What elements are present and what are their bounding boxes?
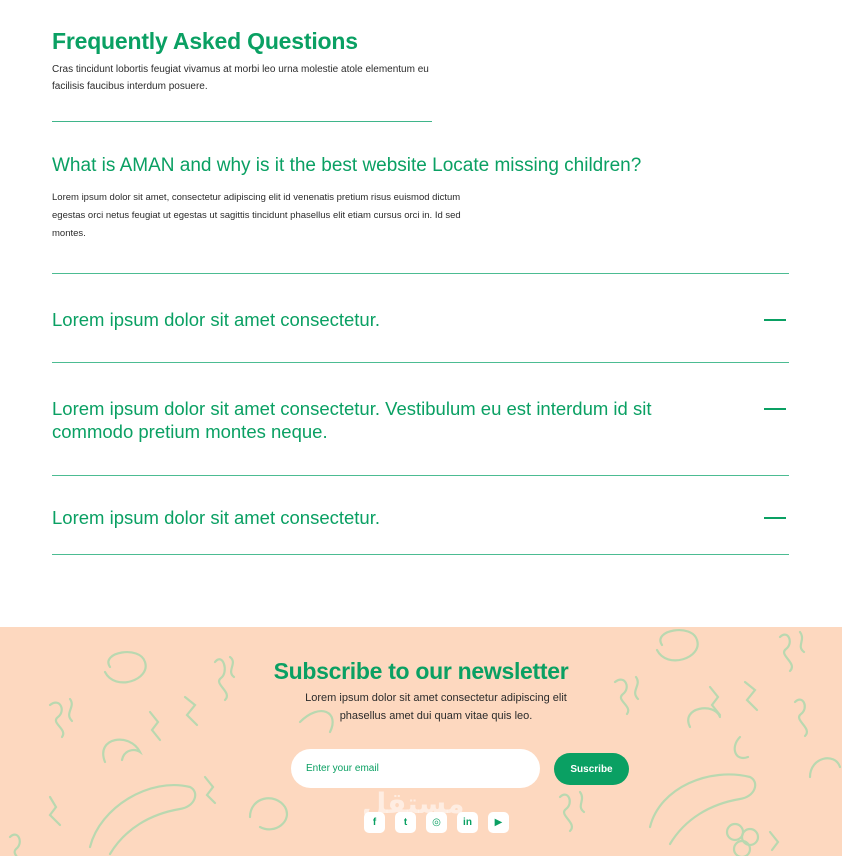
email-input[interactable] [291,749,540,788]
collapse-icon[interactable] [764,319,786,321]
newsletter-section [0,627,842,856]
faq-title-divider [52,121,432,122]
facebook-icon[interactable]: f [364,812,385,833]
faq-divider [52,554,789,555]
newsletter-title: Subscribe to our newsletter [273,658,569,684]
youtube-icon[interactable]: ▶ [488,812,509,833]
watermark-logo: مستقل [362,788,465,819]
newsletter-description: Lorem ipsum dolor sit amet consectetur adipiscing elit phasellus amet dui quam vitae quis leo. [305,692,567,722]
faq-item-question: Lorem ipsum dolor sit amet consectetur. [52,507,381,528]
faq-divider [52,273,789,274]
subscribe-button[interactable]: Suscribe [554,753,629,785]
faq-open-answer: Lorem ipsum dolor sit amet, consectetur adipiscing elit id venenatis pretium risus euismod dictum egestas orci netus feugiat ut egestas ut sagittis tincidunt phasellus elit etiam cursus orci in. Id sed montes. [52,192,461,239]
faq-item-question: Lorem ipsum dolor sit amet consectetur. Vestibulum eu est interdum id sit commodo pretium montes neque. [52,398,652,442]
collapse-icon[interactable] [764,517,786,519]
collapse-icon[interactable] [764,408,786,410]
faq-title: Frequently Asked Questions [52,28,358,54]
faq-divider [52,475,789,476]
instagram-icon[interactable]: ◎ [426,812,447,833]
faq-open-question[interactable]: What is AMAN and why is it the best website Locate missing children? [52,155,642,176]
faq-item[interactable] [52,506,789,529]
faq-item-question: Lorem ipsum dolor sit amet consectetur. [52,309,381,330]
faq-item[interactable] [52,308,789,331]
faq-subtitle: Cras tincidunt lobortis feugiat vivamus at morbi leo urna molestie atole elementum eu facilisis faucibus interdum posuere. [52,64,429,92]
twitter-icon[interactable]: t [395,812,416,833]
faq-item[interactable] [52,397,789,443]
linkedin-icon[interactable]: in [457,812,478,833]
faq-divider [52,362,789,363]
